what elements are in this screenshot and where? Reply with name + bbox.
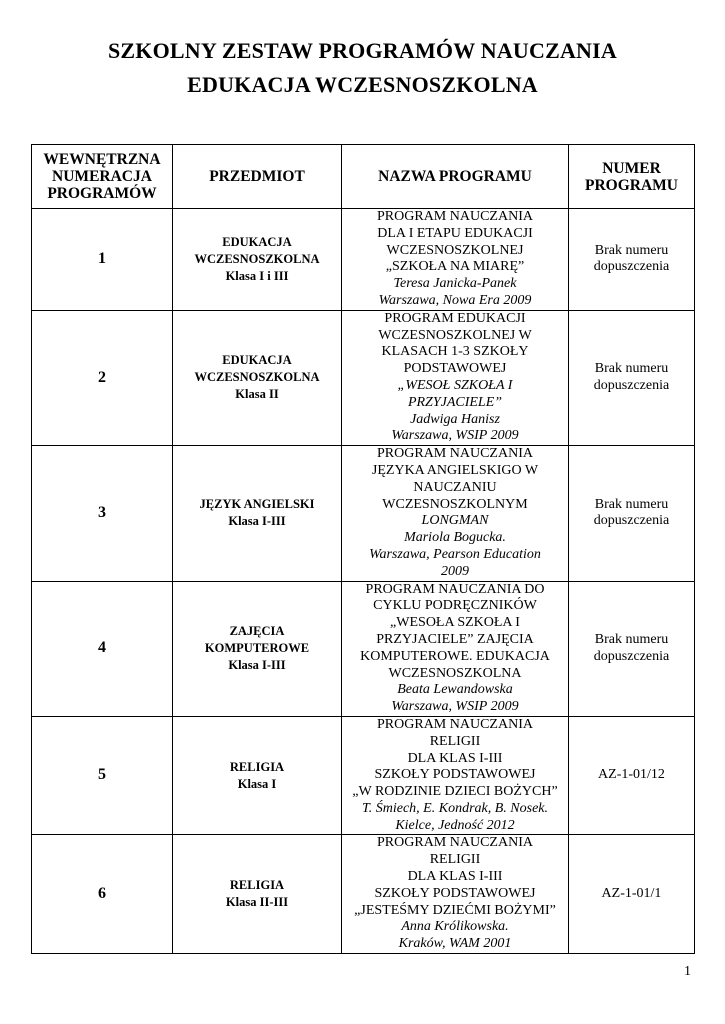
program-author-line: T. Śmiech, E. Kondrak, B. Nosek. xyxy=(362,800,548,816)
subject-cell xyxy=(173,716,342,835)
program-author-line: Beata Lewandowska xyxy=(397,682,513,698)
row-number: 3 xyxy=(32,446,173,581)
subject-line: Klasa II xyxy=(235,387,279,402)
program-name-line: PRZYJACIELE” ZAJĘCIA xyxy=(376,631,534,647)
program-name-line: „WESOŁA SZKOŁA I xyxy=(390,615,520,631)
program-name-line: CYKLU PODRĘCZNIKÓW xyxy=(373,598,537,614)
header-subject: PRZEDMIOT xyxy=(173,145,342,209)
program-name-cell xyxy=(342,209,569,311)
program-author-line: Warszawa, WSIP 2009 xyxy=(391,428,519,444)
row-number: 2 xyxy=(32,310,173,445)
program-author-line: Kielce, Jedność 2012 xyxy=(395,817,515,833)
program-name-line: PROGRAM NAUCZANIA xyxy=(377,835,533,851)
subject-line: KOMPUTEROWE xyxy=(204,641,310,656)
table-row xyxy=(32,835,695,954)
row-number: 1 xyxy=(32,209,173,311)
subject-line: JĘZYK ANGIELSKI xyxy=(199,497,315,512)
program-number-line: dopuszczenia xyxy=(593,259,670,275)
program-name-line: RELIGII xyxy=(429,733,481,749)
program-name-line: PROGRAM NAUCZANIA xyxy=(377,716,533,732)
program-author-line: Kraków, WAM 2001 xyxy=(398,936,512,952)
program-number-line: Brak numeru xyxy=(594,631,669,647)
program-number-cell xyxy=(569,446,695,581)
program-number-cell xyxy=(569,716,695,835)
program-number-line: dopuszczenia xyxy=(593,648,670,664)
table-row xyxy=(32,209,695,311)
program-number-line: Brak numeru xyxy=(594,361,669,377)
program-name-line: WCZESNOSZKOLNEJ xyxy=(386,242,524,258)
program-name-line: KOMPUTEROWE. EDUKACJA xyxy=(360,648,550,664)
program-number-cell xyxy=(569,209,695,311)
subject-line: RELIGIA xyxy=(229,759,285,774)
program-name-line: JĘZYKA ANGIELSKIGO W xyxy=(371,462,539,478)
program-author-line: Teresa Janicka-Panek xyxy=(393,276,517,292)
program-name-cell xyxy=(342,835,569,954)
header-program-number: NUMER PROGRAMU xyxy=(569,145,695,209)
program-name-line: WCZESNOSZKOLNYM xyxy=(382,496,528,512)
subject-line: Klasa I xyxy=(237,776,277,791)
subject-cell xyxy=(173,310,342,445)
program-name-line: DLA I ETAPU EDUKACJI xyxy=(377,225,533,241)
header-numbering: WEWNĘTRZNA NUMERACJA PROGRAMÓW xyxy=(32,145,173,209)
subject-line: Klasa I-III xyxy=(228,658,286,673)
program-number-line: Brak numeru xyxy=(594,242,669,258)
program-author-line: Warszawa, Pearson Education xyxy=(369,546,541,562)
program-name-line: DLA KLAS I-III xyxy=(407,869,503,885)
table-header-row xyxy=(32,145,695,209)
subject-cell xyxy=(173,446,342,581)
program-author-line: „WESOŁ SZKOŁA I xyxy=(397,377,513,393)
program-author-line: PRZYJACIELE” xyxy=(407,394,503,410)
subject-line: ZAJĘCIA xyxy=(229,624,285,639)
program-name-line: PROGRAM NAUCZANIA xyxy=(377,446,533,462)
document-title: SZKOLNY ZESTAW PROGRAMÓW NAUCZANIA xyxy=(108,38,617,63)
subject-line: WCZESNOSZKOLNA xyxy=(194,251,320,266)
program-name-line: „SZKOŁA NA MIARĘ” xyxy=(385,259,525,275)
table-row xyxy=(32,716,695,835)
program-name-line: NAUCZANIU xyxy=(413,479,497,495)
page-number: 1 xyxy=(684,964,691,979)
program-name-cell xyxy=(342,716,569,835)
program-author-line: Warszawa, Nowa Era 2009 xyxy=(378,292,532,308)
program-author-line: 2009 xyxy=(441,563,469,579)
program-author-line: Anna Królikowska. xyxy=(401,919,509,935)
program-name-cell xyxy=(342,581,569,716)
program-number-cell xyxy=(569,310,695,445)
program-name-line: RELIGII xyxy=(429,852,481,868)
program-name-line: PODSTAWOWEJ xyxy=(403,361,507,377)
program-name-line: WCZESNOSZKOLNA xyxy=(388,665,522,681)
program-number-cell xyxy=(569,581,695,716)
program-author-line: LONGMAN xyxy=(421,513,489,529)
table-row xyxy=(32,446,695,581)
programs-table xyxy=(31,144,695,954)
program-name-line: „JESTEŚMY DZIEĆMI BOŻYMI” xyxy=(354,902,556,918)
subject-line: Klasa I i III xyxy=(225,268,289,283)
program-name-line: SZKOŁY PODSTAWOWEJ xyxy=(374,885,536,901)
row-number: 4 xyxy=(32,581,173,716)
program-name-line: PROGRAM NAUCZANIA xyxy=(377,209,533,224)
program-name-line: KLASACH 1-3 SZKOŁY xyxy=(381,344,529,360)
program-number-line: Brak numeru xyxy=(594,496,669,512)
program-author-line: Warszawa, WSIP 2009 xyxy=(391,699,519,715)
program-name-line: „W RODZINIE DZIECI BOŻYCH” xyxy=(352,784,558,800)
program-number-line: AZ-1-01/1 xyxy=(601,885,662,901)
program-name-cell xyxy=(342,446,569,581)
program-name-line: DLA KLAS I-III xyxy=(407,750,503,766)
program-name-line: WCZESNOSZKOLNEJ W xyxy=(378,327,532,343)
program-name-line: SZKOŁY PODSTAWOWEJ xyxy=(374,767,536,783)
subject-cell xyxy=(173,835,342,954)
subject-line: EDUKACJA xyxy=(222,353,292,368)
program-number-cell xyxy=(569,835,695,954)
program-author-line: Jadwiga Hanisz xyxy=(410,411,500,427)
program-number-line: AZ-1-01/12 xyxy=(598,767,665,783)
table-row xyxy=(32,310,695,445)
program-name-line: PROGRAM NAUCZANIA DO xyxy=(365,581,545,597)
subject-line: Klasa I-III xyxy=(228,514,286,529)
table-row xyxy=(32,581,695,716)
header-program-name: NAZWA PROGRAMU xyxy=(342,145,569,209)
program-name-cell xyxy=(342,310,569,445)
subject-line: WCZESNOSZKOLNA xyxy=(194,370,320,385)
subject-cell xyxy=(173,209,342,311)
program-number-line: dopuszczenia xyxy=(593,513,670,529)
subject-cell xyxy=(173,581,342,716)
program-name-line: PROGRAM EDUKACJI xyxy=(384,310,526,326)
document-subtitle: EDUKACJA WCZESNOSZKOLNA xyxy=(187,72,538,97)
row-number: 5 xyxy=(32,716,173,835)
row-number: 6 xyxy=(32,835,173,954)
subject-line: Klasa II-III xyxy=(225,895,289,910)
subject-line: RELIGIA xyxy=(229,878,285,893)
subject-line: EDUKACJA xyxy=(222,234,292,249)
program-author-line: Mariola Bogucka. xyxy=(404,530,506,546)
program-number-line: dopuszczenia xyxy=(593,377,670,393)
